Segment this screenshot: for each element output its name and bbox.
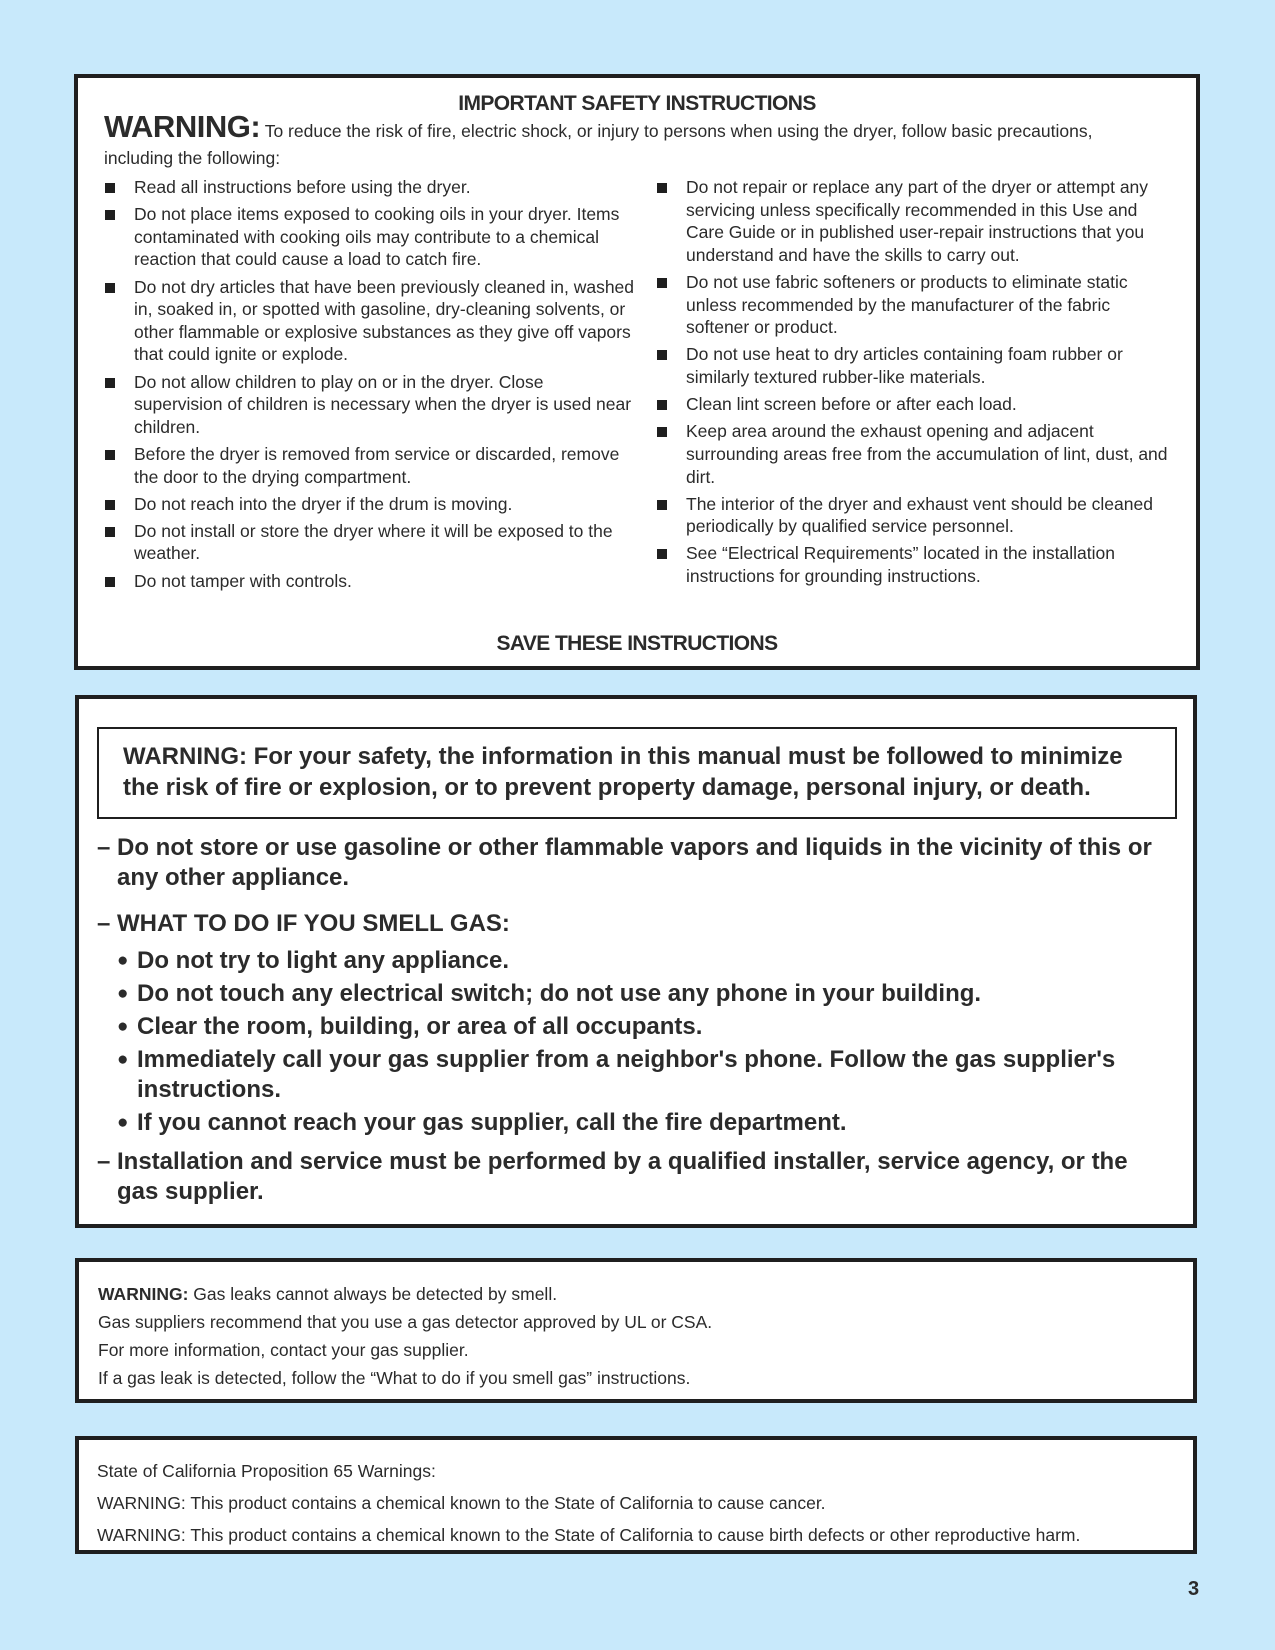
- list-item: ● Immediately call your gas supplier from a neighbor's phone. Follow the gas supplier's instructions.: [117, 1045, 1175, 1105]
- safety-list-right: [656, 176, 1176, 592]
- list-item: ● If you cannot reach your gas supplier, call the fire department.: [117, 1108, 1175, 1138]
- prop65-heading: State of California Proposition 65 Warnings:: [97, 1461, 436, 1481]
- save-instructions-heading: SAVE THESE INSTRUCTIONS: [496, 632, 778, 655]
- safety-title: IMPORTANT SAFETY INSTRUCTIONS: [458, 92, 816, 115]
- list-item: Do not repair or replace any part of the dryer or attempt any servicing unless specifically recommended in this Use and Care Guide or in published user-repair instructions that you understand and have the skills to carry out.: [656, 176, 1176, 266]
- list-item: Do not tamper with controls.: [104, 570, 634, 593]
- gas-leak-line-2: Gas suppliers recommend that you use a gas detector approved by UL or CSA.: [98, 1312, 713, 1332]
- gas-leak-line-1: [98, 1280, 1193, 1308]
- list-item: Do not install or store the dryer where it will be exposed to the weather.: [104, 520, 634, 565]
- gas-item-installation: [97, 1147, 1175, 1207]
- list-item: Do not use fabric softeners or products to eliminate static unless recommended by the manufacturer of the fabric softener or product.: [656, 271, 1176, 339]
- page-number: 3: [1188, 1578, 1200, 1600]
- prop65-line-1: WARNING: This product contains a chemical known to the State of California to cause cancer.: [97, 1493, 826, 1513]
- gas-item-text: Do not store or use gasoline or other flammable vapors and liquids in the vicinity of this or any other appliance.: [117, 834, 1152, 891]
- safety-warning-continued: including the following:: [104, 148, 281, 168]
- important-safety-instructions-box: [74, 74, 1200, 670]
- list-item: Before the dryer is removed from service or discarded, remove the door to the drying compartment.: [104, 443, 634, 488]
- gas-warning-box: [75, 695, 1197, 1228]
- safety-warning: [104, 109, 1172, 144]
- gas-leak-line-4: If a gas leak is detected, follow the “What to do if you smell gas” instructions.: [98, 1368, 691, 1388]
- safety-warning-text: To reduce the risk of fire, electric shock, or injury to persons when using the dryer, follow basic precautions,: [260, 121, 1093, 141]
- dash-marker: –: [97, 1148, 111, 1175]
- gas-item-text: Installation and service must be performed by a qualified installer, service agency, or the gas supplier.: [117, 1148, 1128, 1205]
- gas-item-smell-gas: [97, 909, 1175, 939]
- list-item: Do not allow children to play on or in the dryer. Close supervision of children is necessary when the dryer is used near children.: [104, 371, 634, 439]
- list-item: Do not reach into the dryer if the drum is moving.: [104, 493, 634, 516]
- gas-item-flammable: [97, 833, 1175, 893]
- gas-leak-text: Gas leaks cannot always be detected by smell.: [188, 1284, 558, 1304]
- gas-inner-warning: WARNING: For your safety, the information in this manual must be followed to minimize the risk of fire or explosion, or to prevent property damage, personal injury, or death.: [97, 727, 1177, 819]
- list-item: Do not dry articles that have been previously cleaned in, washed in, soaked in, or spotted with gasoline, dry-cleaning solvents, or other flammable or explosive substances as they give off vapors that could ignite or explode.: [104, 276, 634, 366]
- gas-leak-line-3: For more information, contact your gas supplier.: [98, 1340, 469, 1360]
- safety-warning-label: WARNING:: [104, 109, 261, 144]
- smell-gas-steps: [117, 946, 1175, 1141]
- list-item: ● Clear the room, building, or area of all occupants.: [117, 1012, 1175, 1042]
- prop65-line-2: WARNING: This product contains a chemical known to the State of California to cause birth defects or other reproductive harm.: [97, 1525, 1081, 1545]
- gas-leak-label: WARNING:: [98, 1284, 189, 1304]
- list-item: ● Do not touch any electrical switch; do not use any phone in your building.: [117, 979, 1175, 1009]
- list-item: Clean lint screen before or after each load.: [656, 393, 1176, 416]
- list-item: Keep area around the exhaust opening and adjacent surrounding areas free from the accumulation of lint, dust, and dirt.: [656, 420, 1176, 488]
- list-item: ● Do not try to light any appliance.: [117, 946, 1175, 976]
- list-item: Do not use heat to dry articles containing foam rubber or similarly textured rubber-like materials.: [656, 343, 1176, 388]
- list-item: See “Electrical Requirements” located in the installation instructions for grounding instructions.: [656, 542, 1176, 587]
- list-item: The interior of the dryer and exhaust vent should be cleaned periodically by qualified service personnel.: [656, 493, 1176, 538]
- gas-item-text: WHAT TO DO IF YOU SMELL GAS:: [117, 910, 510, 937]
- list-item: Read all instructions before using the dryer.: [104, 176, 634, 199]
- safety-list-left: [104, 176, 634, 597]
- dash-marker: –: [97, 834, 111, 861]
- prop65-warning-box: [75, 1436, 1197, 1554]
- list-item: Do not place items exposed to cooking oils in your dryer. Items contaminated with cooking oils may contribute to a chemical reaction that could cause a load to catch fire.: [104, 203, 634, 271]
- gas-leak-warning-box: [75, 1258, 1197, 1403]
- dash-marker: –: [97, 910, 111, 937]
